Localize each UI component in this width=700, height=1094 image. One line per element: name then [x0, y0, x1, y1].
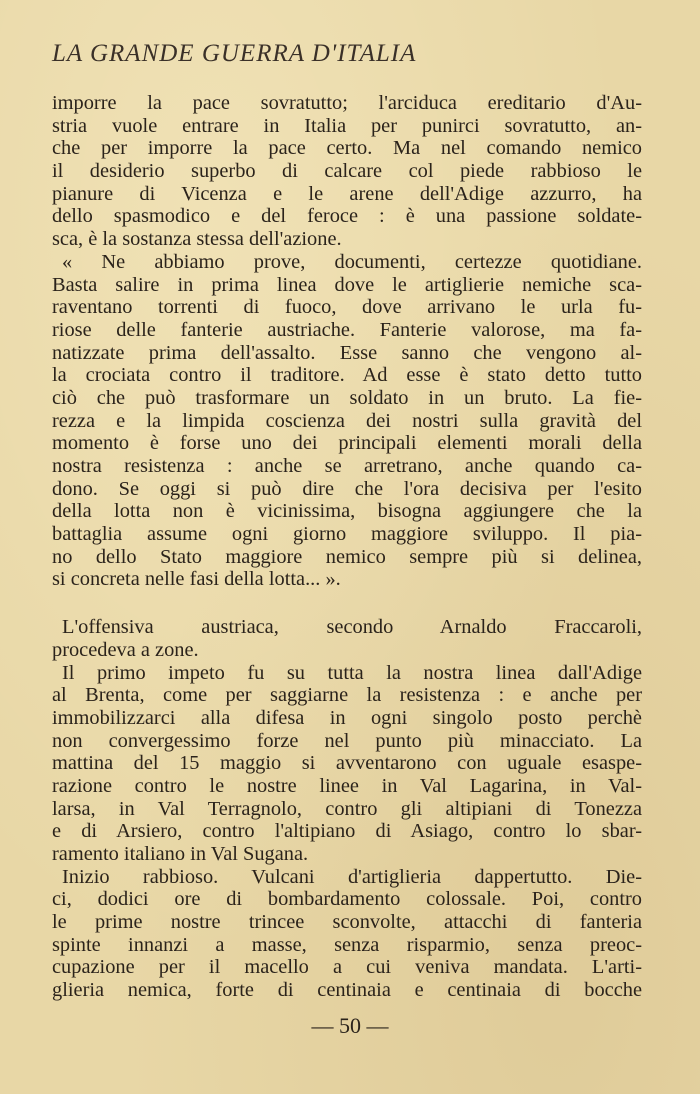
- text-line: nostra resistenza : anche se arretrano, anche quando ca-: [52, 455, 642, 477]
- text-line: il desiderio superbo di calcare col piede rabbioso le: [52, 160, 642, 183]
- text-line: no dello Stato maggiore nemico sempre più si delinea,: [52, 545, 642, 568]
- text-line: ramento italiano in Val Sugana.: [52, 843, 309, 865]
- text-line: stria vuole entrare in Italia per punirci sovratutto, an-: [52, 114, 642, 137]
- text-line: pianure di Vicenza e le arene dell'Adige azzurro, ha: [52, 182, 642, 205]
- section-gap: [52, 591, 642, 616]
- text-line: non convergessimo forze nel punto più minacciato. La: [52, 729, 642, 752]
- text-line: razione contro le nostre linee in Val Lagarina, in Val-: [52, 774, 642, 797]
- paragraph: [52, 662, 642, 866]
- paragraph: [52, 92, 642, 251]
- text-line: dono. Se oggi si può dire che l'ora decisiva per l'esito: [52, 477, 642, 500]
- paragraph: [52, 251, 642, 591]
- text-line: ciò che può trasformare un soldato in un bruto. La fie-: [52, 386, 642, 409]
- text-line: le prime nostre trincee sconvolte, attacchi di fanteria: [52, 911, 642, 934]
- text-line: raventano torrenti di fuoco, dove arrivano le urla fu-: [52, 296, 642, 319]
- paragraph: [52, 866, 642, 1002]
- text-line: e di Arsiero, contro l'altipiano di Asiago, contro lo sbar-: [52, 820, 642, 843]
- text-line: mattina del 15 maggio si avventarono con uguale esaspe-: [52, 752, 642, 775]
- text-line: « Ne abbiamo prove, documenti, certezze quotidiane.: [62, 250, 642, 273]
- text-line: momento è forse uno dei principali elementi morali della: [52, 432, 642, 455]
- page-number: — 50 —: [311, 1013, 389, 1038]
- running-head: LA GRANDE GUERRA D'ITALIA: [52, 40, 417, 67]
- text-line: imporre la pace sovratutto; l'arciduca ereditario d'Au-: [52, 92, 642, 114]
- text-line: sca, è la sostanza stessa dell'azione.: [52, 228, 342, 251]
- text-line: larsa, in Val Terragnolo, contro gli altipiani di Tonezza: [52, 797, 642, 820]
- text-line: dello spasmodico e del feroce : è una passione soldate-: [52, 205, 642, 228]
- text-line: cupazione per il macello a cui veniva mandata. L'arti-: [52, 956, 642, 979]
- text-line: si concreta nelle fasi della lotta... ».: [52, 568, 341, 591]
- body-text: [52, 92, 642, 1002]
- text-line: natizzate prima dell'assalto. Esse sanno che vengono al-: [52, 341, 642, 364]
- text-line: ci, dodici ore di bombardamento colossale. Poi, contro: [52, 888, 642, 911]
- text-line: Basta salire in prima linea dove le artiglierie nemiche sca-: [52, 273, 642, 296]
- text-line: immobilizzarci alla difesa in ogni singolo posto perchè: [52, 706, 642, 729]
- text-line: rezza e la limpida coscienza dei nostri sulla gravità del: [52, 409, 642, 432]
- text-line: che per imporre la pace certo. Ma nel comando nemico: [52, 137, 642, 160]
- text-line: battaglia assume ogni giorno maggiore sviluppo. Il pia-: [52, 523, 642, 546]
- text-line: Inizio rabbioso. Vulcani d'artiglieria dappertutto. Die-: [62, 865, 642, 888]
- text-line: glieria nemica, forte di centinaia e centinaia di bocche: [52, 979, 642, 1002]
- text-line: della lotta non è vicinissima, bisogna aggiungere che la: [52, 500, 642, 523]
- text-line: riose delle fanterie austriache. Fanterie valorose, ma fa-: [52, 318, 642, 341]
- text-line: procedeva a zone.: [52, 638, 199, 661]
- paragraph: [52, 616, 642, 661]
- text-line: spinte innanzi a masse, senza risparmio, senza preoc-: [52, 933, 642, 956]
- text-line: la crociata contro il traditore. Ad esse è stato detto tutto: [52, 364, 642, 387]
- text-line: Il primo impeto fu su tutta la nostra linea dall'Adige: [62, 661, 642, 684]
- text-line: al Brenta, come per saggiarne la resistenza : e anche per: [52, 684, 642, 707]
- text-line: L'offensiva austriaca, secondo Arnaldo Fraccaroli,: [62, 616, 642, 639]
